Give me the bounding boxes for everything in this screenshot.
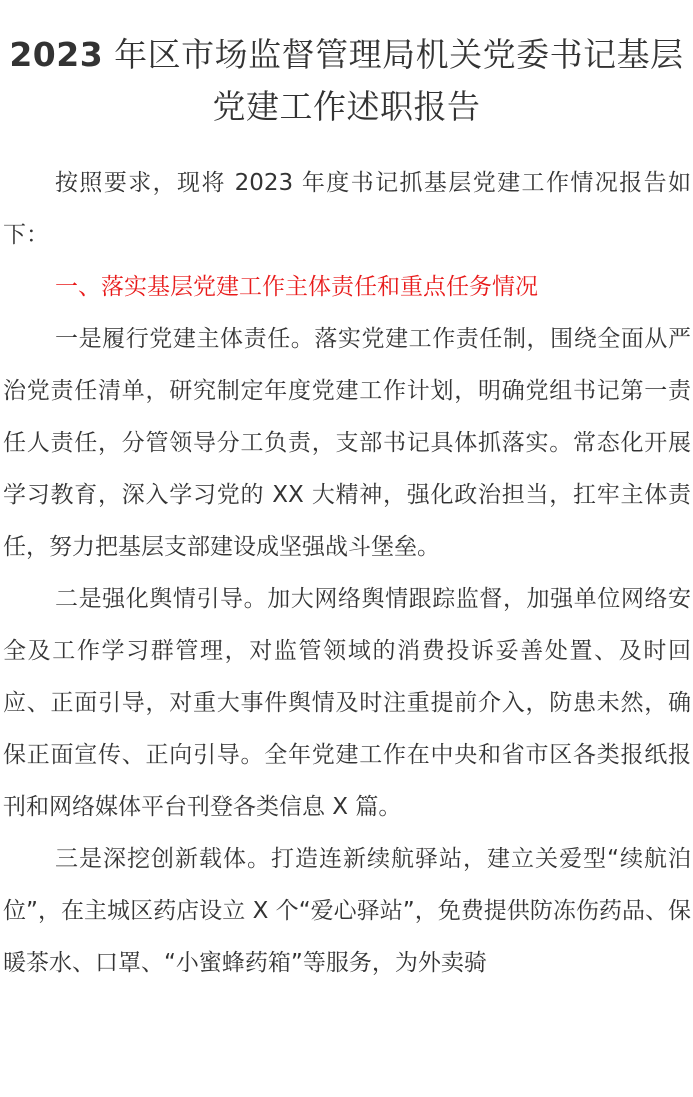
title-text: 年区市场监督管理局机关党委书记基层党建工作述职报告	[103, 35, 684, 126]
body-paragraph-2: 二是强化舆情引导。加大网络舆情跟踪监督，加强单位网络安全及工作学习群管理，对监管领域的消费投诉妥善处置、及时回应、正面引导，对重大事件舆情及时注重提前介入，防患未然，确保正面宣传、正向引导。全年党建工作在中央和省市区各类报纸报刊和网络媒体平台刊登各类信息 X 篇。	[3, 586, 691, 820]
document-body	[3, 157, 691, 989]
title-year: 2023	[9, 35, 104, 74]
section-heading: 一、落实基层党建工作主体责任和重点任务情况	[55, 274, 538, 300]
intro-paragraph: 按照要求，现将 2023 年度书记抓基层党建工作情况报告如下：	[3, 170, 691, 248]
document-title	[0, 0, 693, 133]
body-paragraph-1: 一是履行党建主体责任。落实党建工作责任制，围绕全面从严治党责任清单，研究制定年度党建工作计划，明确党组书记第一责任人责任，分管领导分工负责，支部书记具体抓落实。常态化开展学习教育，深入学习党的 XX 大精神，强化政治担当，扛牢主体责任，努力把基层支部建设成坚强战斗堡垒。	[3, 326, 691, 560]
body-paragraph-3: 三是深挖创新载体。打造连新续航驿站，建立关爱型“续航泊位”，在主城区药店设立 X 个“爱心驿站”，免费提供防冻伤药品、保暖茶水、口罩、“小蜜蜂药箱”等服务，为外卖骑	[3, 846, 691, 976]
